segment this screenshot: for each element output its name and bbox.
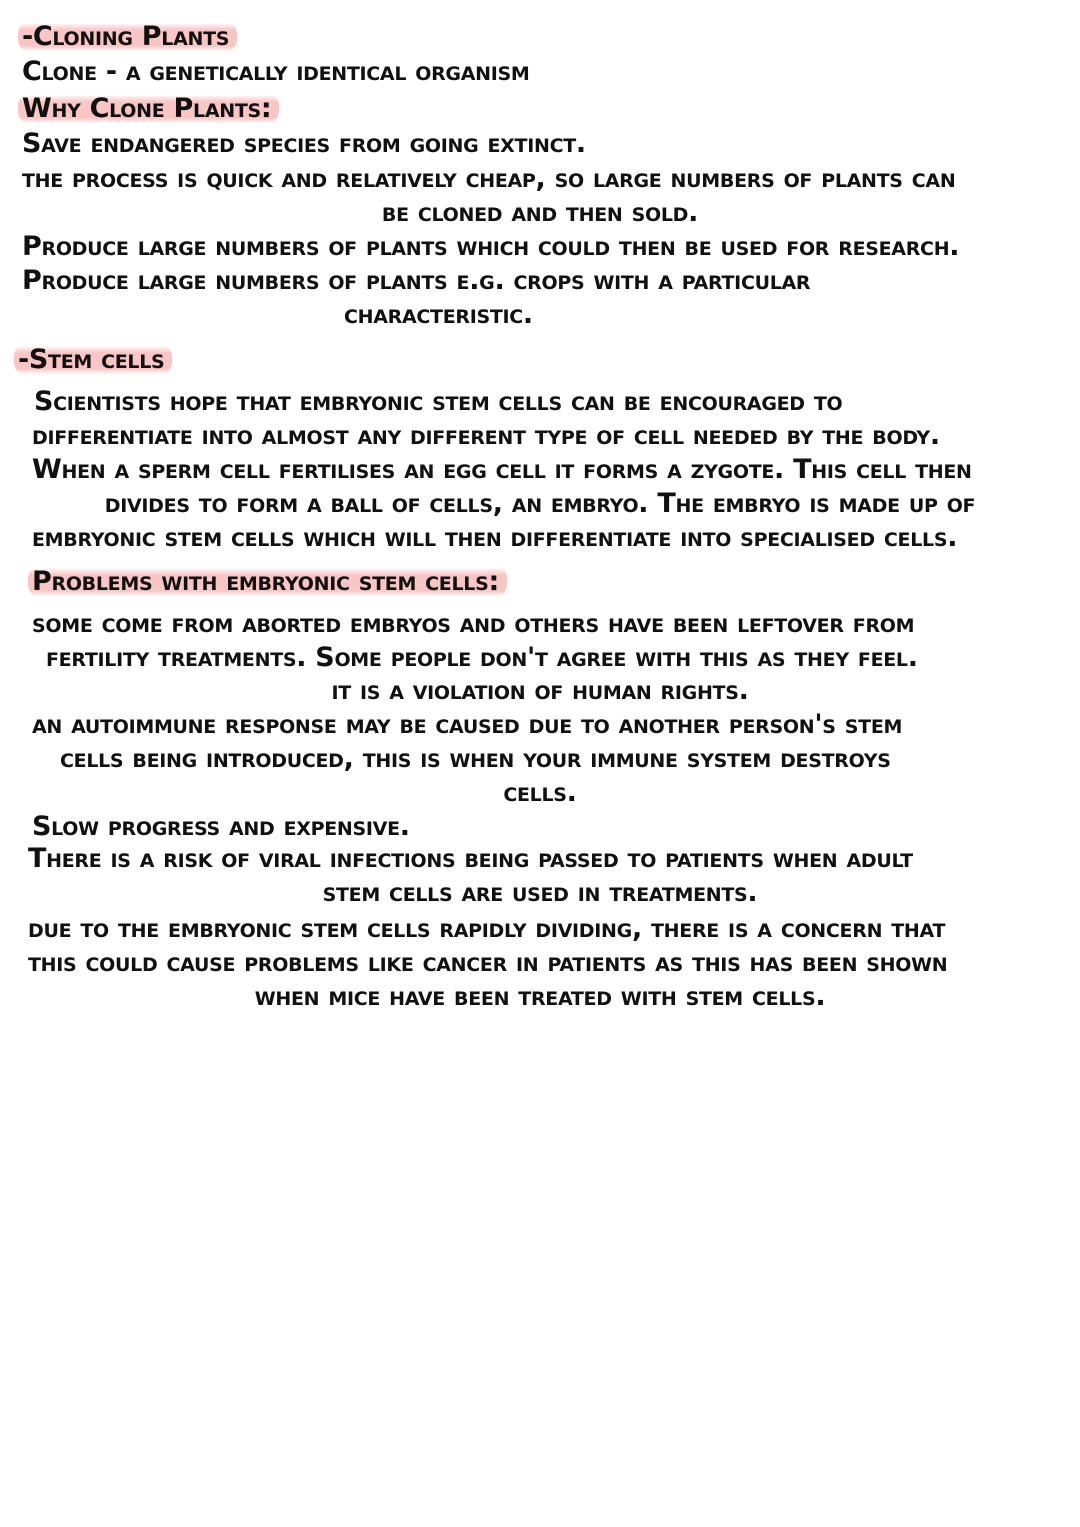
reason-line: be cloned and then sold. <box>381 197 699 228</box>
why-clone-heading <box>18 92 279 125</box>
reason-line: the process is quick and relatively cheap, so large numbers of plants can <box>22 163 956 194</box>
problem-line: it is a violation of human rights. <box>331 675 749 706</box>
problem-line: an autoimmune response may be caused due to another person's stem <box>32 709 903 740</box>
problem-line: this could cause problems like cancer in patients as this has been shown <box>28 947 948 978</box>
reason-line: characteristic. <box>344 299 533 330</box>
problem-line: some come from aborted embryos and others have been leftover from <box>32 608 915 639</box>
cloning-heading <box>18 20 237 53</box>
stem-intro-line: When a sperm cell fertilises an egg cell it forms a zygote. This cell then <box>32 454 972 485</box>
reason-line: Save endangered species from going extinct. <box>22 128 586 159</box>
problem-line: when mice have been treated with stem cells. <box>254 981 826 1012</box>
problem-line: stem cells are used in treatments. <box>322 877 758 908</box>
problem-line: There is a risk of viral infections being passed to patients when adult <box>28 843 913 874</box>
stem-intro-line: divides to form a ball of cells, an embryo. The embryo is made up of <box>104 488 976 519</box>
clone-definition: Clone - a genetically identical organism <box>22 56 530 87</box>
cloning-heading-text: -Cloning Plants <box>18 20 237 53</box>
stem-cells-heading-text: -Stem cells <box>14 343 172 376</box>
problem-line: due to the embryonic stem cells rapidly dividing, there is a concern that <box>28 913 946 944</box>
reason-line: Produce large numbers of plants e.g. crops with a particular <box>22 265 811 296</box>
problem-line: fertility treatments. Some people don't agree with this as they feel. <box>46 642 918 673</box>
stem-intro-line: Scientists hope that embryonic stem cells can be encouraged to <box>34 386 843 417</box>
stem-intro-line: differentiate into almost any different type of cell needed by the body. <box>32 420 940 451</box>
problem-line: cells. <box>503 777 577 808</box>
stem-intro-line: embryonic stem cells which will then differentiate into specialised cells. <box>32 522 958 553</box>
problems-heading-text: Problems with embryonic stem cells: <box>28 565 507 598</box>
stem-cells-heading <box>14 343 172 376</box>
problem-line: Slow progress and expensive. <box>32 811 410 842</box>
problems-heading <box>28 565 507 598</box>
why-clone-heading-text: Why Clone Plants: <box>18 92 279 125</box>
problem-line: cells being introduced, this is when your immune system destroys <box>60 743 891 774</box>
reason-line: Produce large numbers of plants which could then be used for research. <box>22 231 960 262</box>
